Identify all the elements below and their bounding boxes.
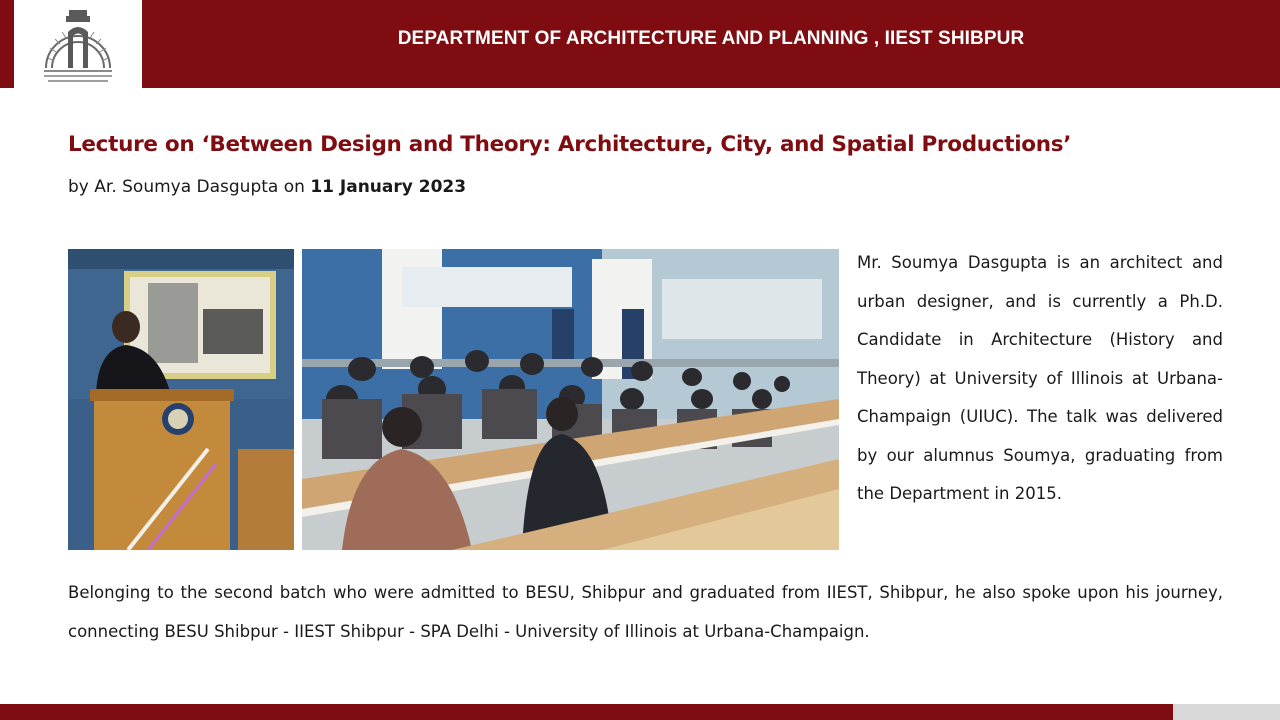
byline-speaker: by Ar. Soumya Dasgupta on (68, 177, 311, 197)
institute-logo-icon (38, 6, 118, 86)
lecture-byline (68, 177, 466, 197)
speaker-bio: Mr. Soumya Dasgupta is an architect and urban designer, and is currently a Ph.D. Candidate in Architecture (History and Theory) at University of Illinois at Urbana-Champaign (UIUC). The talk was delivered by our alumnus Soumya, graduating from the Department in 2015. (857, 253, 1223, 503)
speaker-at-podium-photo (68, 249, 294, 550)
journey-paragraph: Belonging to the second batch who were admitted to BESU, Shibpur and graduated from IIEST, Shibpur, he also spoke upon his journey, connecting BESU Shibpur - IIEST Shibpur - SPA Delhi - University of Illinois at Urbana-Champaign. (68, 583, 1223, 641)
audience-in-lecture-hall-photo (302, 249, 839, 550)
footer-accent (1173, 704, 1280, 720)
institute-logo (14, 0, 142, 88)
lecture-title: Lecture on ‘Between Design and Theory: Architecture, City, and Spatial Productions’ (68, 132, 1072, 157)
footer-bar (0, 704, 1173, 720)
header-bar (0, 0, 1280, 88)
department-title: DEPARTMENT OF ARCHITECTURE AND PLANNING , IIEST SHIBPUR (397, 28, 1025, 49)
lecture-date: 11 January 2023 (310, 177, 467, 197)
